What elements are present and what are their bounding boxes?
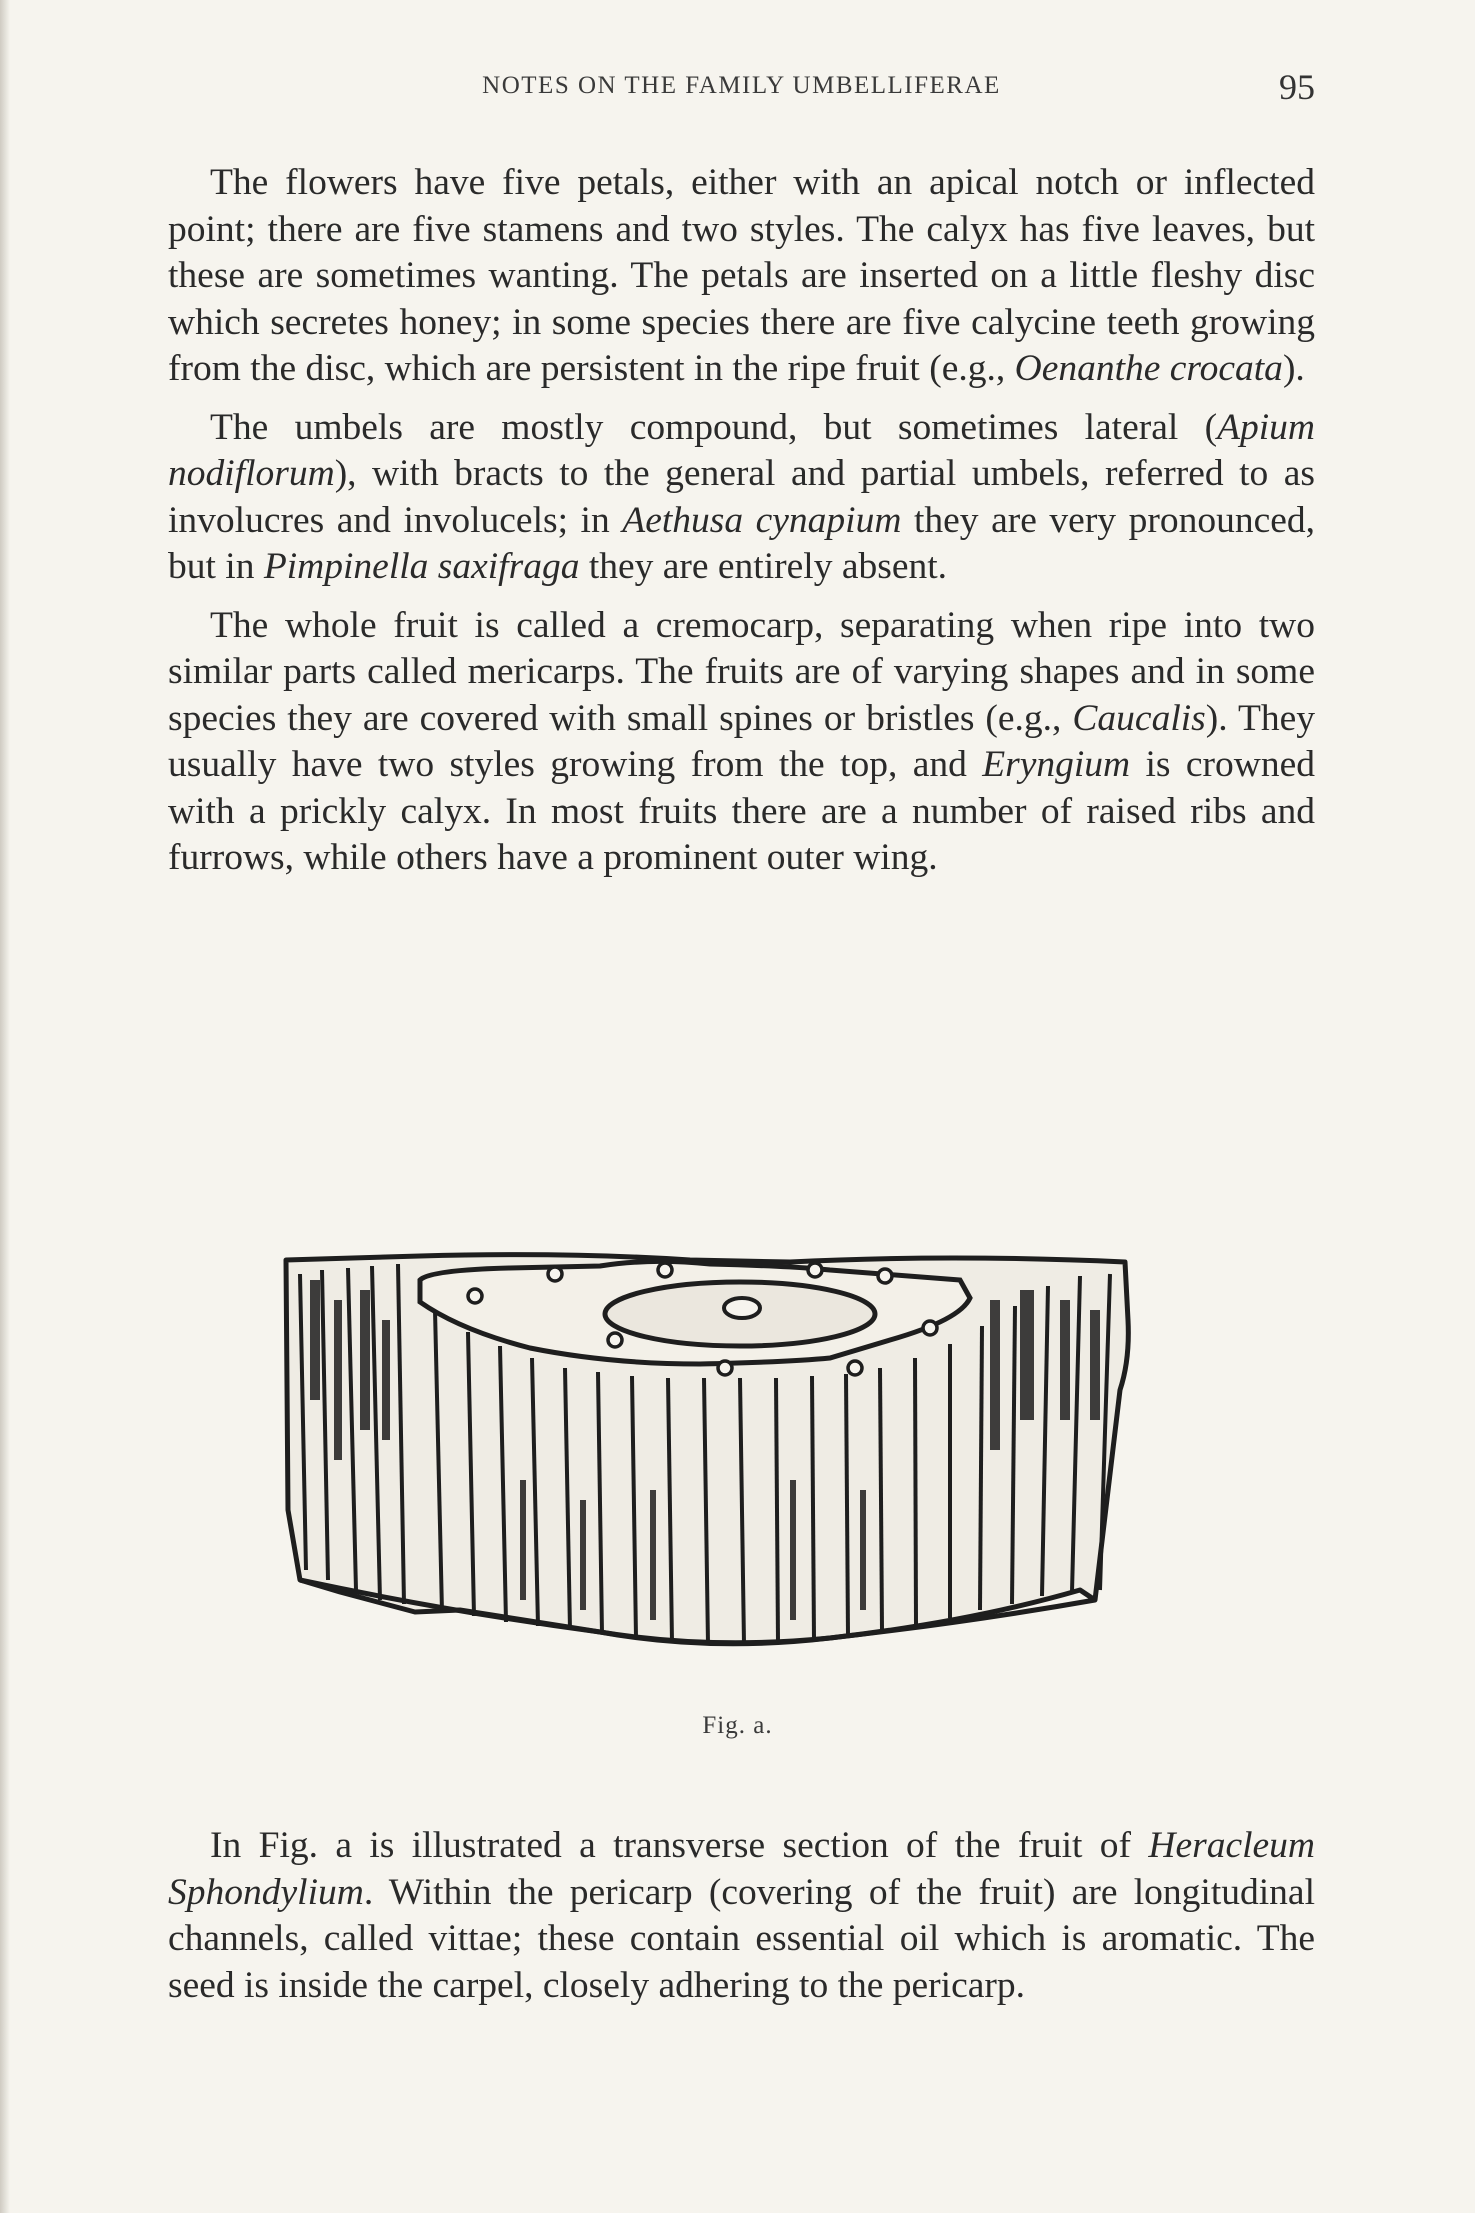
page-number: 95: [1279, 67, 1315, 107]
text-run: The flowers have five petals, either with an apical notch or inflected point; there are five stamens and two styles. The calyx has five leaves, but these are sometimes wanting. The petals are inserted on a little fleshy disc which secretes honey; in some species there are five calycine teeth growing from the disc, which are persistent in the ripe fruit (e.g.,: [168, 162, 1315, 389]
text-run: . Within the pericarp (covering of the fruit) are longitudinal channels, called vittae; these contain essential oil which is aromatic. The seed is inside the carpel, closely adhering to the pericarp.: [168, 1871, 1315, 2006]
fruit-cross-section-illustration: [270, 1240, 1210, 1670]
species-name: Pimpinella saxifraga: [263, 546, 580, 587]
species-name: Aethusa cynapium: [622, 499, 902, 541]
running-head: [168, 67, 1315, 112]
text-run: they are very pronounced, but in: [168, 499, 1316, 587]
text-run: ). They usually have two styles growing from the top, and: [168, 697, 1315, 785]
text-run: they are entirely absent.: [579, 546, 948, 587]
text-run: ).: [1282, 348, 1305, 389]
figure-caption: Fig. a.: [702, 1712, 773, 1739]
body-text-top: [168, 160, 1315, 894]
running-title: NOTES ON THE FAMILY UMBELLIFERAE: [482, 72, 1001, 99]
text-run: The whole fruit is called a cremocarp, separating when ripe into two similar parts called mericarps. The fruits are of varying shapes and in some species they are covered with small spines or bristles (e.g.,: [168, 604, 1315, 739]
paragraph-umbels: [168, 405, 1315, 591]
species-name: Heracleum Sphondylium: [168, 1825, 1315, 1913]
species-name: Caucalis: [1072, 697, 1206, 739]
paragraph-flowers: [168, 160, 1315, 393]
species-name: Eryngium: [982, 744, 1131, 785]
text-run: ), with bracts to the general and partial umbels, referred to as involucres and involucels; in: [168, 453, 1315, 541]
paragraph-fig-description: [168, 1823, 1315, 2009]
species-name: Apium nodiflorum: [168, 406, 1315, 494]
species-name: Oenanthe crocata: [1014, 348, 1283, 389]
paragraph-fruit: [168, 603, 1315, 882]
central-vitta: [724, 1298, 760, 1318]
text-run: The umbels are mostly compound, but sometimes lateral (: [210, 406, 1218, 448]
text-run: is crowned with a prickly calyx. In most fruits there are a number of raised ribs and furrows, while others have a prominent outer wing.: [168, 744, 1315, 878]
page-edge: [0, 0, 10, 2213]
body-text-bottom: [168, 1823, 1315, 2021]
text-run: In Fig. a is illustrated a transverse section of the fruit of: [210, 1825, 1149, 1866]
